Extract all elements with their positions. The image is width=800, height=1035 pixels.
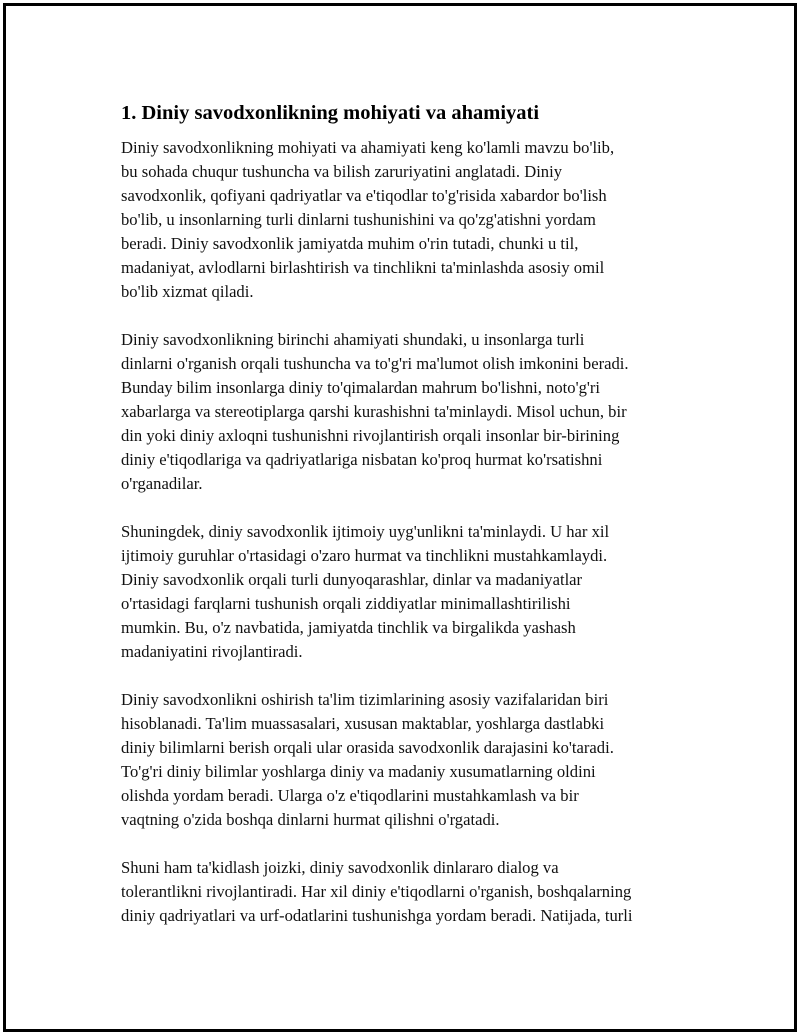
text-line: diniy e'tiqodlariga va qadriyatlariga nisbatan ko'proq hurmat ko'rsatishni bbox=[121, 450, 603, 469]
paragraph-1 bbox=[121, 136, 701, 304]
text-line: o'rtasidagi farqlarni tushunish orqali ziddiyatlar minimallashtirilishi bbox=[121, 594, 571, 613]
text-line: hisoblanadi. Ta'lim muassasalari, xususan maktablar, yoshlarga dastlabki bbox=[121, 714, 605, 733]
paragraph-5 bbox=[121, 856, 701, 928]
text-line: Diniy savodxonlikning birinchi ahamiyati shundaki, u insonlarga turli bbox=[121, 330, 585, 349]
text-line: xabarlarga va stereotiplarga qarshi kurashishni ta'minlaydi. Misol uchun, bir bbox=[121, 402, 627, 421]
text-line: Diniy savodxonlik orqali turli dunyoqarashlar, dinlar va madaniyatlar bbox=[121, 570, 583, 589]
text-line: Bunday bilim insonlarga diniy to'qimalardan mahrum bo'lishni, noto'g'ri bbox=[121, 378, 600, 397]
text-line: Shuni ham ta'kidlash joizki, diniy savodxonlik dinlararo dialog va bbox=[121, 858, 559, 877]
page-frame bbox=[3, 3, 797, 1032]
paragraph-2 bbox=[121, 328, 701, 496]
text-line: diniy bilimlarni berish orqali ular orasida savodxonlik darajasini ko'taradi. bbox=[121, 738, 614, 757]
text-line: Shuningdek, diniy savodxonlik ijtimoiy uyg'unlikni ta'minlaydi. U har xil bbox=[121, 522, 610, 541]
text-line: madaniyat, avlodlarni birlashtirish va tinchlikni ta'minlashda asosiy omil bbox=[121, 258, 605, 277]
text-line: bo'lib xizmat qiladi. bbox=[121, 282, 254, 301]
text-line: bo'lib, u insonlarning turli dinlarni tushunishini va qo'zg'atishni yordam bbox=[121, 210, 596, 229]
text-line: Diniy savodxonlikning mohiyati va ahamiyati keng ko'lamli mavzu bo'lib, bbox=[121, 138, 615, 157]
text-line: madaniyatini rivojlantiradi. bbox=[121, 642, 303, 661]
paragraph-3 bbox=[121, 520, 701, 664]
text-line: tolerantlikni rivojlantiradi. Har xil diniy e'tiqodlarni o'rganish, boshqalarning bbox=[121, 882, 632, 901]
text-line: beradi. Diniy savodxonlik jamiyatda muhim o'rin tutadi, chunki u til, bbox=[121, 234, 579, 253]
text-line: ijtimoiy guruhlar o'rtasidagi o'zaro hurmat va tinchlikni mustahkamlaydi. bbox=[121, 546, 608, 565]
text-line: vaqtning o'zida boshqa dinlarni hurmat qilishni o'rgatadi. bbox=[121, 810, 500, 829]
paragraph-4 bbox=[121, 688, 701, 832]
document-body bbox=[121, 100, 701, 952]
text-line: mumkin. Bu, o'z navbatida, jamiyatda tinchlik va birgalikda yashash bbox=[121, 618, 576, 637]
text-line: o'rganadilar. bbox=[121, 474, 203, 493]
text-line: bu sohada chuqur tushuncha va bilish zaruriyatini anglatadi. Diniy bbox=[121, 162, 563, 181]
text-line: To'g'ri diniy bilimlar yoshlarga diniy va madaniy xusumatlarning oldini bbox=[121, 762, 596, 781]
text-line: diniy qadriyatlari va urf-odatlarini tushunishga yordam beradi. Natijada, turli bbox=[121, 906, 633, 925]
text-line: dinlarni o'rganish orqali tushuncha va to'g'ri ma'lumot olish imkonini beradi. bbox=[121, 354, 629, 373]
text-line: Diniy savodxonlikni oshirish ta'lim tizimlarining asosiy vazifalaridan biri bbox=[121, 690, 609, 709]
text-line: olishda yordam beradi. Ularga o'z e'tiqodlarini mustahkamlash va bir bbox=[121, 786, 579, 805]
text-line: savodxonlik, qofiyani qadriyatlar va e'tiqodlar to'g'risida xabardor bo'lish bbox=[121, 186, 607, 205]
section-heading: 1. Diniy savodxonlikning mohiyati va ahamiyati bbox=[121, 102, 540, 124]
text-line: din yoki diniy axloqni tushunishni rivojlantirish orqali insonlar bir-birining bbox=[121, 426, 620, 445]
